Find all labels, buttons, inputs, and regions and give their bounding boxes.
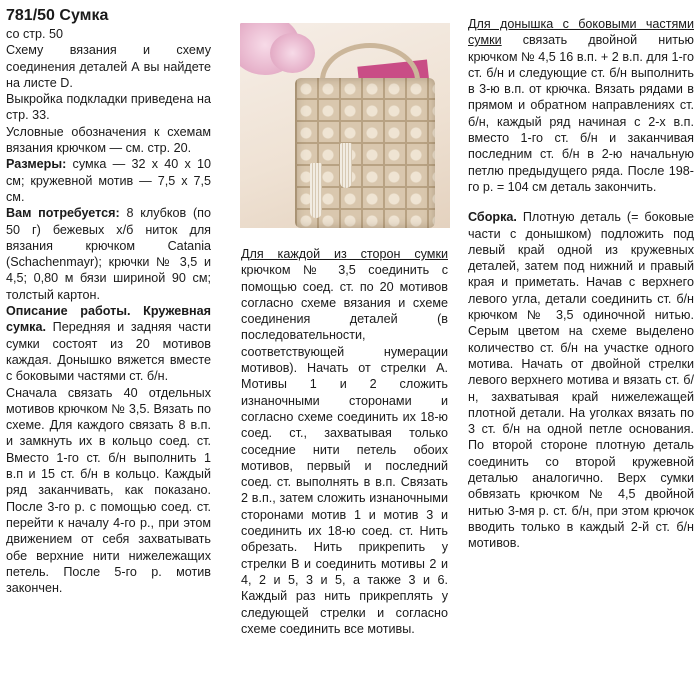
tassel — [310, 163, 322, 218]
sizes-paragraph — [6, 156, 211, 205]
assembly-paragraph — [468, 209, 694, 551]
bottom-paragraph — [468, 16, 694, 195]
column-left — [6, 6, 211, 596]
source-page-ref: со стр. 50 — [6, 27, 64, 41]
materials-text: 8 клубков (по 50 г) бежевых х/б ниток для вязания крючком Catania (Schachenmayr); крючки № 3,5 и 4,5; 0,80 м бязи шириной 90 см; толстый картон. — [6, 206, 212, 302]
article-title: 781/50 Сумка — [6, 7, 109, 24]
materials-paragraph — [6, 205, 211, 303]
work-paragraph — [6, 303, 211, 384]
column-middle — [241, 246, 448, 637]
sizes-text: сумка — 32 x 40 x 10 см; кружевной мотив — 7,5 x 7,5 см. — [6, 157, 211, 204]
intro-legend: Условные обозначения к схемам вязания крючком — см. стр. 20. — [6, 124, 211, 156]
sides-paragraph — [241, 246, 448, 637]
work-label: Описание работы. Кружевная сумка. — [6, 304, 211, 335]
tassel — [340, 143, 352, 188]
intro-pattern: Выкройка подкладки приведена на стр. 33. — [6, 92, 211, 123]
column-right — [468, 16, 694, 552]
sides-text: крючком № 3,5 соединить с помощью соед. ст. по 20 мотивов согласно схеме вязания и схеме соединения деталей (в последовательности, соответствующей нумерации мотивов). Начать от стрелки А. Мотивы 1 и 2 сложить изнаночными сторонами и согласно схеме соединить их 18-ю соед. ст., захватывая только соседние нити петель обоих мотивов, первый и последний соед. ст. выполнять в в.п. Связать 2 в.п., затем сложить изнаночными сторонами мотив 1 и мотив 3 и соединить их 18-ю соед. ст. Нить обрезать. Нить прикрепить у стрелки В и соединить мотивы 2 и 4, 2 и 5, 3 и 5, а также 3 и 6. Каждый раз нить прикреплять у следующей стрелки и согласно схеме соединить все мотивы. — [241, 263, 448, 636]
assembly-text: Плотную деталь (= боковые части с донышком) подложить под левый край одной из кружевных деталей, затем под нижний и правый края и приметать. Начав с верхнего левого угла, детали соединить ст. б/н крючком № 3,5 одиночной нитью. Серым цветом на схеме выделено количество ст. б/н на участке одного мотива. Начать от двойной стрелки левого верхнего мотива и вязать ст. б/н, захватывая край нижележащей плотной детали. На уголках вязать по 3 ст. б/н на одной петле основания. По второй стороне плотную деталь соединить со второй кружевной деталью аналогично. Верх сумки обвязать крючком № 4,5 двойной нитью 3-мя р. ст. б/н, при этом крючок вводить только в каждый 2-й ст. б/н мотивов. — [468, 210, 694, 551]
motifs-paragraph: Сначала связать 40 отдельных мотивов крючком № 3,5. Вязать по схеме. Для каждого связать 8 в.п. и замкнуть их в кольцо соед. ст. Вместо 1-го ст. б/н выполнить 1 в.п и 15 ст. б/н в кольцо. Каждый ряд заканчивать, как показано. После 3-го р. с помощью соед. ст. перейти к началу 4-го р., при этом движением от себя захватывать обе верхние нити нижележащих петель. После 5-го р. мотив закончен. — [6, 385, 211, 596]
materials-label: Вам потребуется: — [6, 206, 120, 221]
assembly-label: Сборка. — [468, 210, 517, 225]
intro-scheme: Схему вязания и схему соединения деталей А вы найдете на листе D. — [6, 43, 211, 90]
bottom-heading: Для донышка с боковыми частями сумки — [468, 17, 694, 48]
work-text: Передняя и задняя части сумки состоят из 20 мотивов каждая. Донышко вяжется вместе с боковыми частями ст. б/н. — [6, 320, 211, 384]
flower-decoration — [270, 33, 315, 73]
sizes-label: Размеры: — [6, 157, 67, 172]
sides-heading: Для каждой из сторон сумки — [241, 247, 448, 261]
bag-photo — [240, 23, 450, 228]
bottom-text: связать двойной нитью крючком № 4,5 16 в.п. + 2 в.п. для 1-го ст. б/н и следующие ст. б/н выполнить в 3-ю в.п. от крючка. Вязать рядами в прямом и обратном направлениях ст. б/н, каждый ряд начиная с 2-х в.п. вместо 1-го ст. б/н и заканчивая последним ст. б/н в 2-ю начальную петлю предыдущего ряда. После 198-го р. = 104 см деталь закончить. — [468, 33, 694, 194]
